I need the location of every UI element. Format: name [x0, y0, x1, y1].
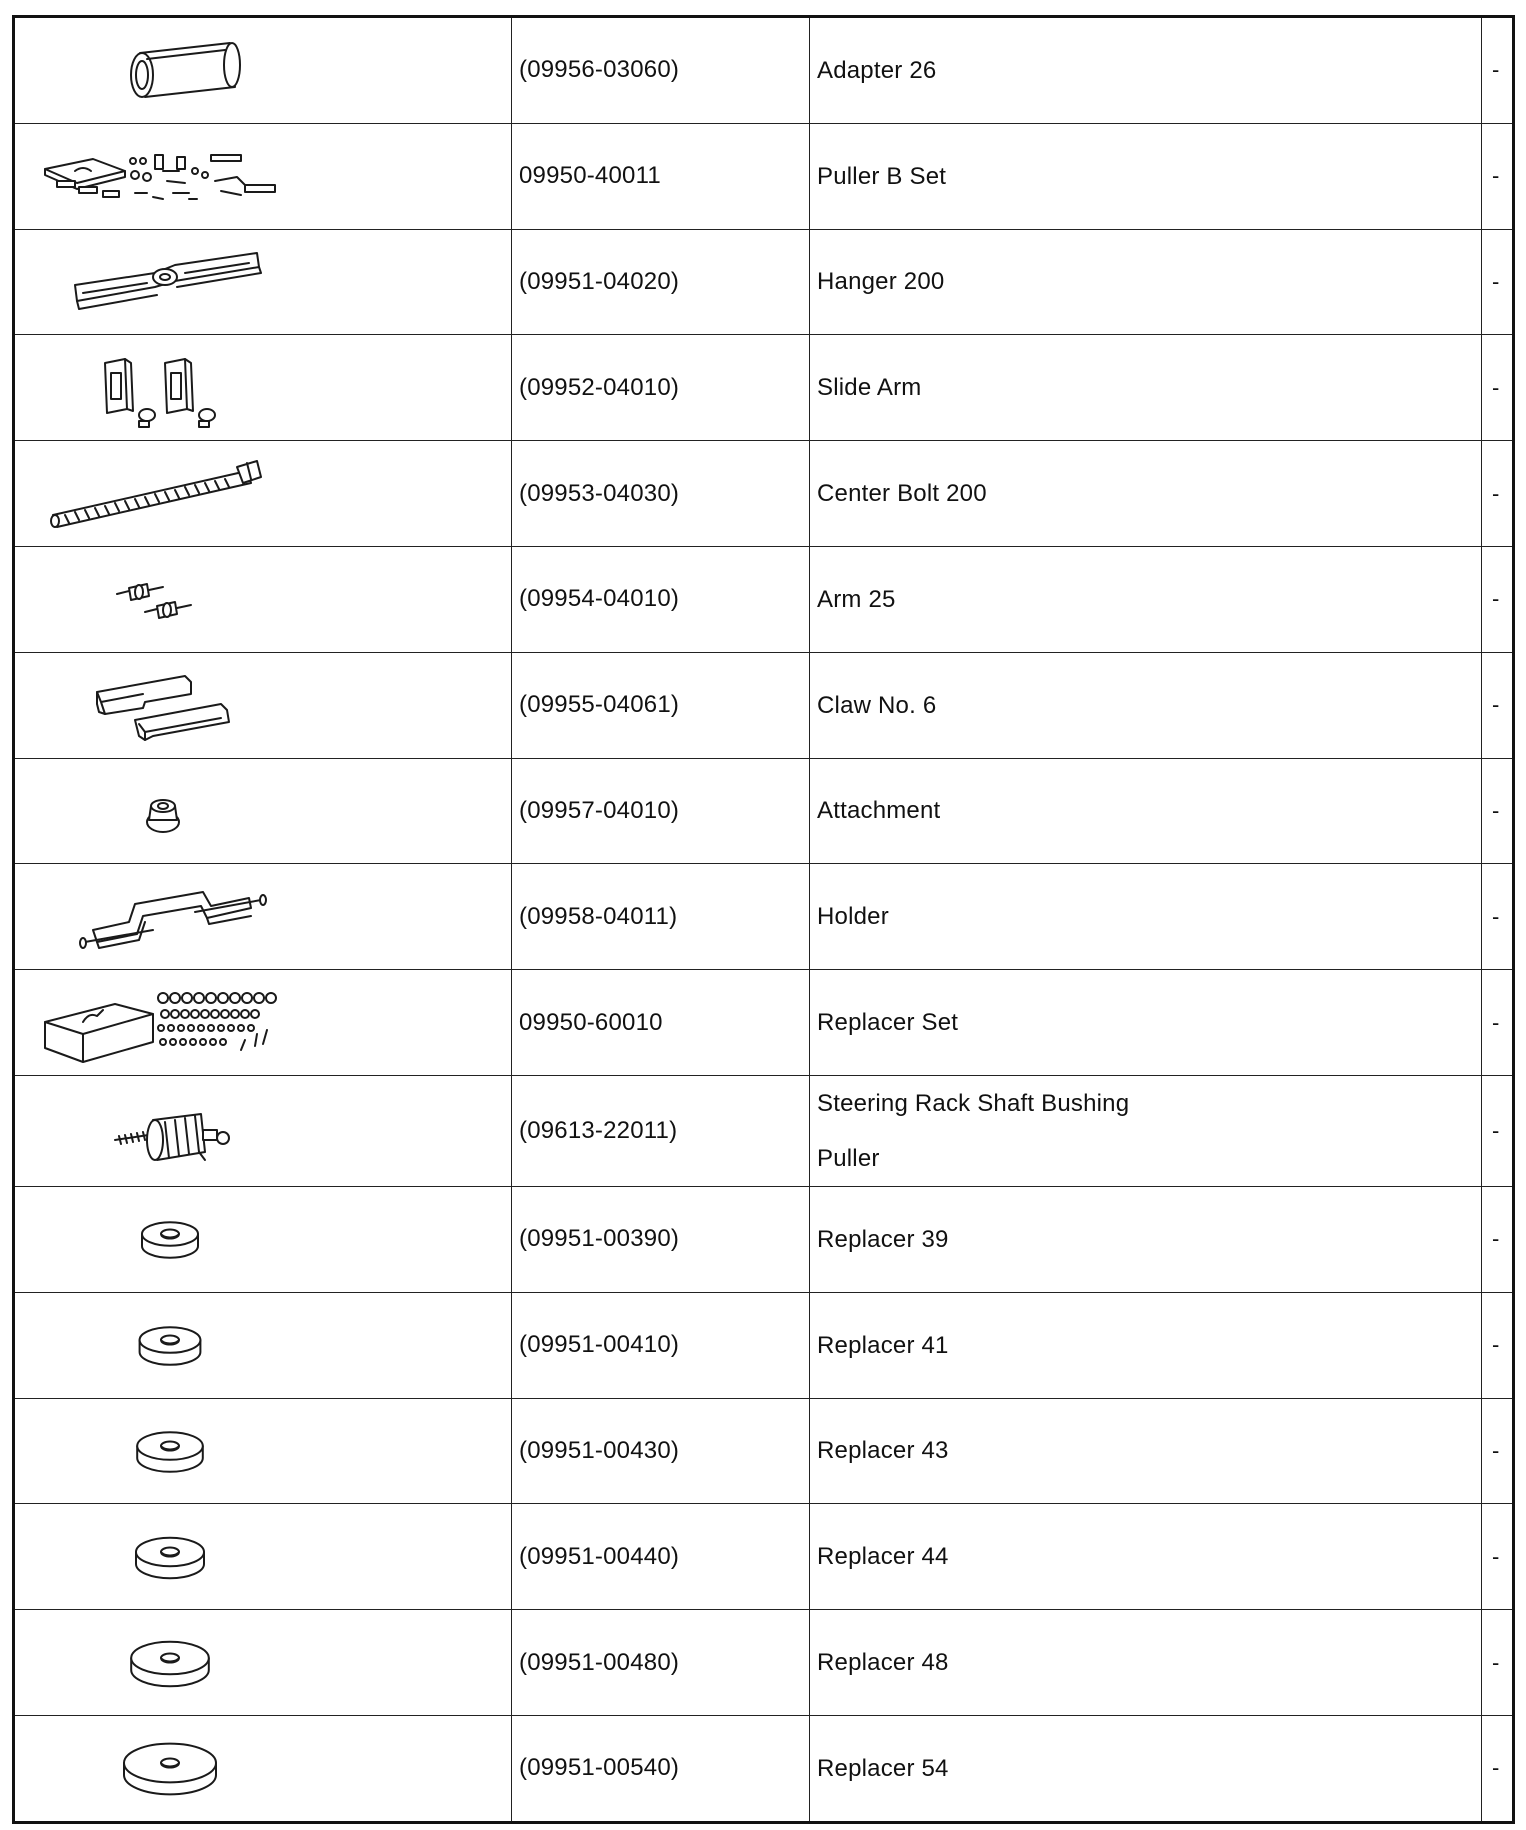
tool-illustration-cell: [14, 1504, 512, 1610]
tool-name: Slide Arm: [810, 335, 1482, 441]
tool-name: Claw No. 6: [810, 652, 1482, 758]
claw-icon: [35, 660, 295, 750]
part-number: (09951-00410): [512, 1292, 810, 1398]
table-row: [14, 123, 1514, 229]
tool-name: Replacer 43: [810, 1398, 1482, 1504]
tool-illustration-cell: [14, 1715, 512, 1822]
table-row: [14, 1398, 1514, 1504]
part-number: (09951-04020): [512, 229, 810, 335]
table-row: [14, 546, 1514, 652]
tool-name: Replacer 54: [810, 1715, 1482, 1822]
replacer-disc-icon: [35, 1512, 295, 1602]
tool-illustration-cell: [14, 546, 512, 652]
note-cell: -: [1482, 335, 1514, 441]
tool-name: Replacer 48: [810, 1610, 1482, 1716]
part-number: (09957-04010): [512, 758, 810, 864]
bushing-puller-icon: [35, 1086, 295, 1176]
tool-name: Replacer 39: [810, 1186, 1482, 1292]
arm-icon: [35, 554, 295, 644]
tool-name: Attachment: [810, 758, 1482, 864]
note-cell: -: [1482, 1398, 1514, 1504]
part-number: (09958-04011): [512, 864, 810, 970]
table-row: [14, 1186, 1514, 1292]
tool-name: Replacer Set: [810, 970, 1482, 1076]
tool-illustration-cell: [14, 758, 512, 864]
tool-illustration-cell: [14, 864, 512, 970]
tool-name: Puller B Set: [810, 123, 1482, 229]
tool-name: Replacer 41: [810, 1292, 1482, 1398]
note-cell: -: [1482, 441, 1514, 547]
table-row: [14, 17, 1514, 124]
table-row: [14, 652, 1514, 758]
replacer-disc-icon: [35, 1194, 295, 1284]
part-number: (09613-22011): [512, 1075, 810, 1186]
tool-name-line: Puller: [817, 1144, 880, 1172]
part-number: (09952-04010): [512, 335, 810, 441]
note-cell: -: [1482, 17, 1514, 124]
tool-name: Hanger 200: [810, 229, 1482, 335]
tool-name: Arm 25: [810, 546, 1482, 652]
tool-name-line: Steering Rack Shaft Bushing: [817, 1089, 1130, 1117]
note-cell: -: [1482, 1186, 1514, 1292]
tool-illustration-cell: [14, 123, 512, 229]
center-bolt-icon: [35, 449, 295, 539]
tool-illustration-cell: [14, 1398, 512, 1504]
tool-illustration-cell: [14, 1292, 512, 1398]
tool-illustration-cell: [14, 1186, 512, 1292]
part-number: (09956-03060): [512, 17, 810, 124]
part-number: (09951-00540): [512, 1715, 810, 1822]
tool-name: Center Bolt 200: [810, 441, 1482, 547]
table-row: [14, 441, 1514, 547]
replacer-disc-icon: [35, 1618, 295, 1708]
hanger-icon: [35, 237, 295, 327]
attachment-icon: [35, 766, 295, 856]
table-row: [14, 758, 1514, 864]
note-cell: -: [1482, 1504, 1514, 1610]
slide-arm-icon: [35, 343, 295, 433]
part-number: (09951-00480): [512, 1610, 810, 1716]
note-cell: -: [1482, 1610, 1514, 1716]
tool-illustration-cell: [14, 970, 512, 1076]
table-row: [14, 1610, 1514, 1716]
note-cell: -: [1482, 546, 1514, 652]
tool-name: Adapter 26: [810, 17, 1482, 124]
tool-illustration-cell: [14, 441, 512, 547]
part-number: 09950-40011: [512, 123, 810, 229]
table-row: [14, 1075, 1514, 1186]
note-cell: -: [1482, 1075, 1514, 1186]
part-number: 09950-60010: [512, 970, 810, 1076]
table-row: [14, 864, 1514, 970]
tool-name: Holder: [810, 864, 1482, 970]
tool-illustration-cell: [14, 1075, 512, 1186]
note-cell: -: [1482, 970, 1514, 1076]
note-cell: -: [1482, 652, 1514, 758]
puller-set-icon: [35, 131, 315, 221]
part-number: (09953-04030): [512, 441, 810, 547]
replacer-disc-icon: [35, 1406, 295, 1496]
table-row: [14, 1715, 1514, 1822]
replacer-disc-icon: [35, 1300, 295, 1390]
table-row: [14, 970, 1514, 1076]
tool-illustration-cell: [14, 229, 512, 335]
tool-illustration-cell: [14, 1610, 512, 1716]
table-row: [14, 335, 1514, 441]
note-cell: -: [1482, 1292, 1514, 1398]
part-number: (09954-04010): [512, 546, 810, 652]
holder-icon: [35, 872, 295, 962]
note-cell: -: [1482, 864, 1514, 970]
table-row: [14, 229, 1514, 335]
note-cell: -: [1482, 229, 1514, 335]
tool-name: [810, 1075, 1482, 1186]
note-cell: -: [1482, 1715, 1514, 1822]
note-cell: -: [1482, 123, 1514, 229]
part-number: (09955-04061): [512, 652, 810, 758]
tool-illustration-cell: [14, 17, 512, 124]
replacer-disc-icon: [35, 1723, 295, 1813]
part-number: (09951-00440): [512, 1504, 810, 1610]
part-number: (09951-00390): [512, 1186, 810, 1292]
tool-illustration-cell: [14, 652, 512, 758]
note-cell: -: [1482, 758, 1514, 864]
table-row: [14, 1504, 1514, 1610]
table-row: [14, 1292, 1514, 1398]
tool-illustration-cell: [14, 335, 512, 441]
part-number: (09951-00430): [512, 1398, 810, 1504]
adapter-icon: [35, 25, 295, 115]
tool-name: Replacer 44: [810, 1504, 1482, 1610]
replacer-set-icon: [35, 978, 315, 1068]
special-tools-table: [12, 15, 1515, 1824]
